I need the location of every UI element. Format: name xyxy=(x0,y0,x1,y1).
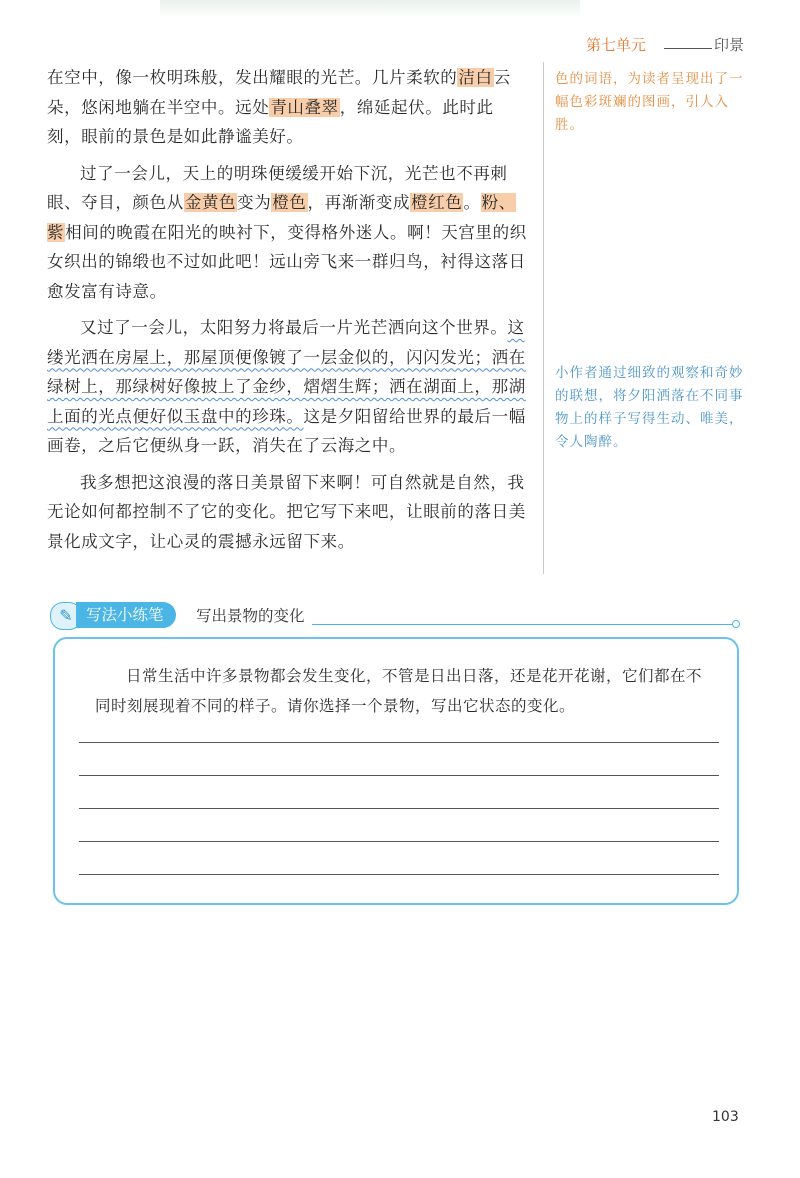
highlight: 橙色 xyxy=(272,193,307,212)
paragraph-3 xyxy=(47,313,527,461)
unit-topic: 印景 xyxy=(714,36,745,54)
pen-icon: ✎ xyxy=(50,602,82,630)
text-run: 又过了一会儿，太阳努力将最后一片光芒洒向这个世界。 xyxy=(80,318,508,337)
page-number: 103 xyxy=(712,1109,739,1125)
section-subtitle: 写出景物的变化 xyxy=(196,607,305,625)
passage xyxy=(47,63,527,563)
text-run: 这是夕阳留给世界的最后一幅画卷，之后它便纵身一跃，消失在了云海之中。 xyxy=(47,406,526,455)
section-rule-end xyxy=(732,620,740,628)
section-header xyxy=(50,600,740,630)
writing-line[interactable] xyxy=(79,808,719,809)
highlight: 粉、紫 xyxy=(47,193,516,242)
text-run: 变为 xyxy=(237,193,272,212)
text-run: 过了一会儿，天上的明珠便缓缓开始下沉，光芒也不再刺眼、夺目，颜色从 xyxy=(47,163,508,212)
instruction-text: 日常生活中许多景物都会发生变化，不管是日出日落，还是花开花谢，它们都在不同时刻展现着不同的样子。请你选择一个景物，写出它状态的变化。 xyxy=(95,667,703,715)
margin-divider xyxy=(543,62,544,574)
top-shade xyxy=(160,0,580,18)
writing-line[interactable] xyxy=(79,742,719,743)
text-run: 相间的晚霞在阳光的映衬下，变得格外迷人。啊！天宫里的织女织出的锦缎也不过如此吧！远山旁飞来一群归鸟，衬得这落日愈发富有诗意。 xyxy=(47,222,527,301)
page-header xyxy=(586,34,766,58)
text-run: 。 xyxy=(463,193,481,212)
paragraph-4: 我多想把这浪漫的落日美景留下来啊！可自然就是自然，我无论如何都控制不了它的变化。把它写下来吧，让眼前的落日美景化成文字，让心灵的震撼永远留下来。 xyxy=(47,472,526,551)
highlight: 橙红色 xyxy=(411,193,463,212)
highlight: 洁白 xyxy=(458,68,493,87)
highlight: 金黄色 xyxy=(184,193,237,212)
writing-line[interactable] xyxy=(79,775,719,776)
paragraph-1 xyxy=(47,63,527,152)
section-tag: 写法小练笔 xyxy=(76,602,176,628)
wavy-underline: 这缕光洒在房屋上，那屋顶便像镀了一层金似的，闪闪发光；洒在绿树上，那绿树好像披上了金纱，熠熠生辉；洒在湖面上，那湖上面的光点便好似玉盘中的珍珠。 xyxy=(47,318,526,426)
practice-box xyxy=(53,637,739,905)
unit-label: 第七单元 xyxy=(586,36,647,54)
writing-line[interactable] xyxy=(79,874,719,875)
text-run: 云朵，悠闲地躺在半空中。远处 xyxy=(47,68,511,117)
margin-note-2: 小作者通过细致的观察和奇妙的联想，将夕阳洒落在不同事物上的样子写得生动、唯美，令人陶醉。 xyxy=(555,365,744,450)
text-run: 在空中，像一枚明珠般，发出耀眼的光芒。几片柔软的 xyxy=(47,68,458,87)
text-run: ，绵延起伏。此时此刻，眼前的景色是如此静谧美好。 xyxy=(47,97,494,146)
highlight: 青山叠翠 xyxy=(270,97,339,117)
text-run: ，再渐渐变成 xyxy=(307,193,411,212)
section-rule xyxy=(312,624,734,625)
writing-line[interactable] xyxy=(79,841,719,842)
practice-instruction xyxy=(95,661,715,721)
margin-note-1: 色的词语，为读者呈现出了一幅色彩斑斓的图画，引人入胜。 xyxy=(555,71,744,133)
paragraph-2 xyxy=(47,159,527,307)
header-blank-line xyxy=(664,48,712,49)
